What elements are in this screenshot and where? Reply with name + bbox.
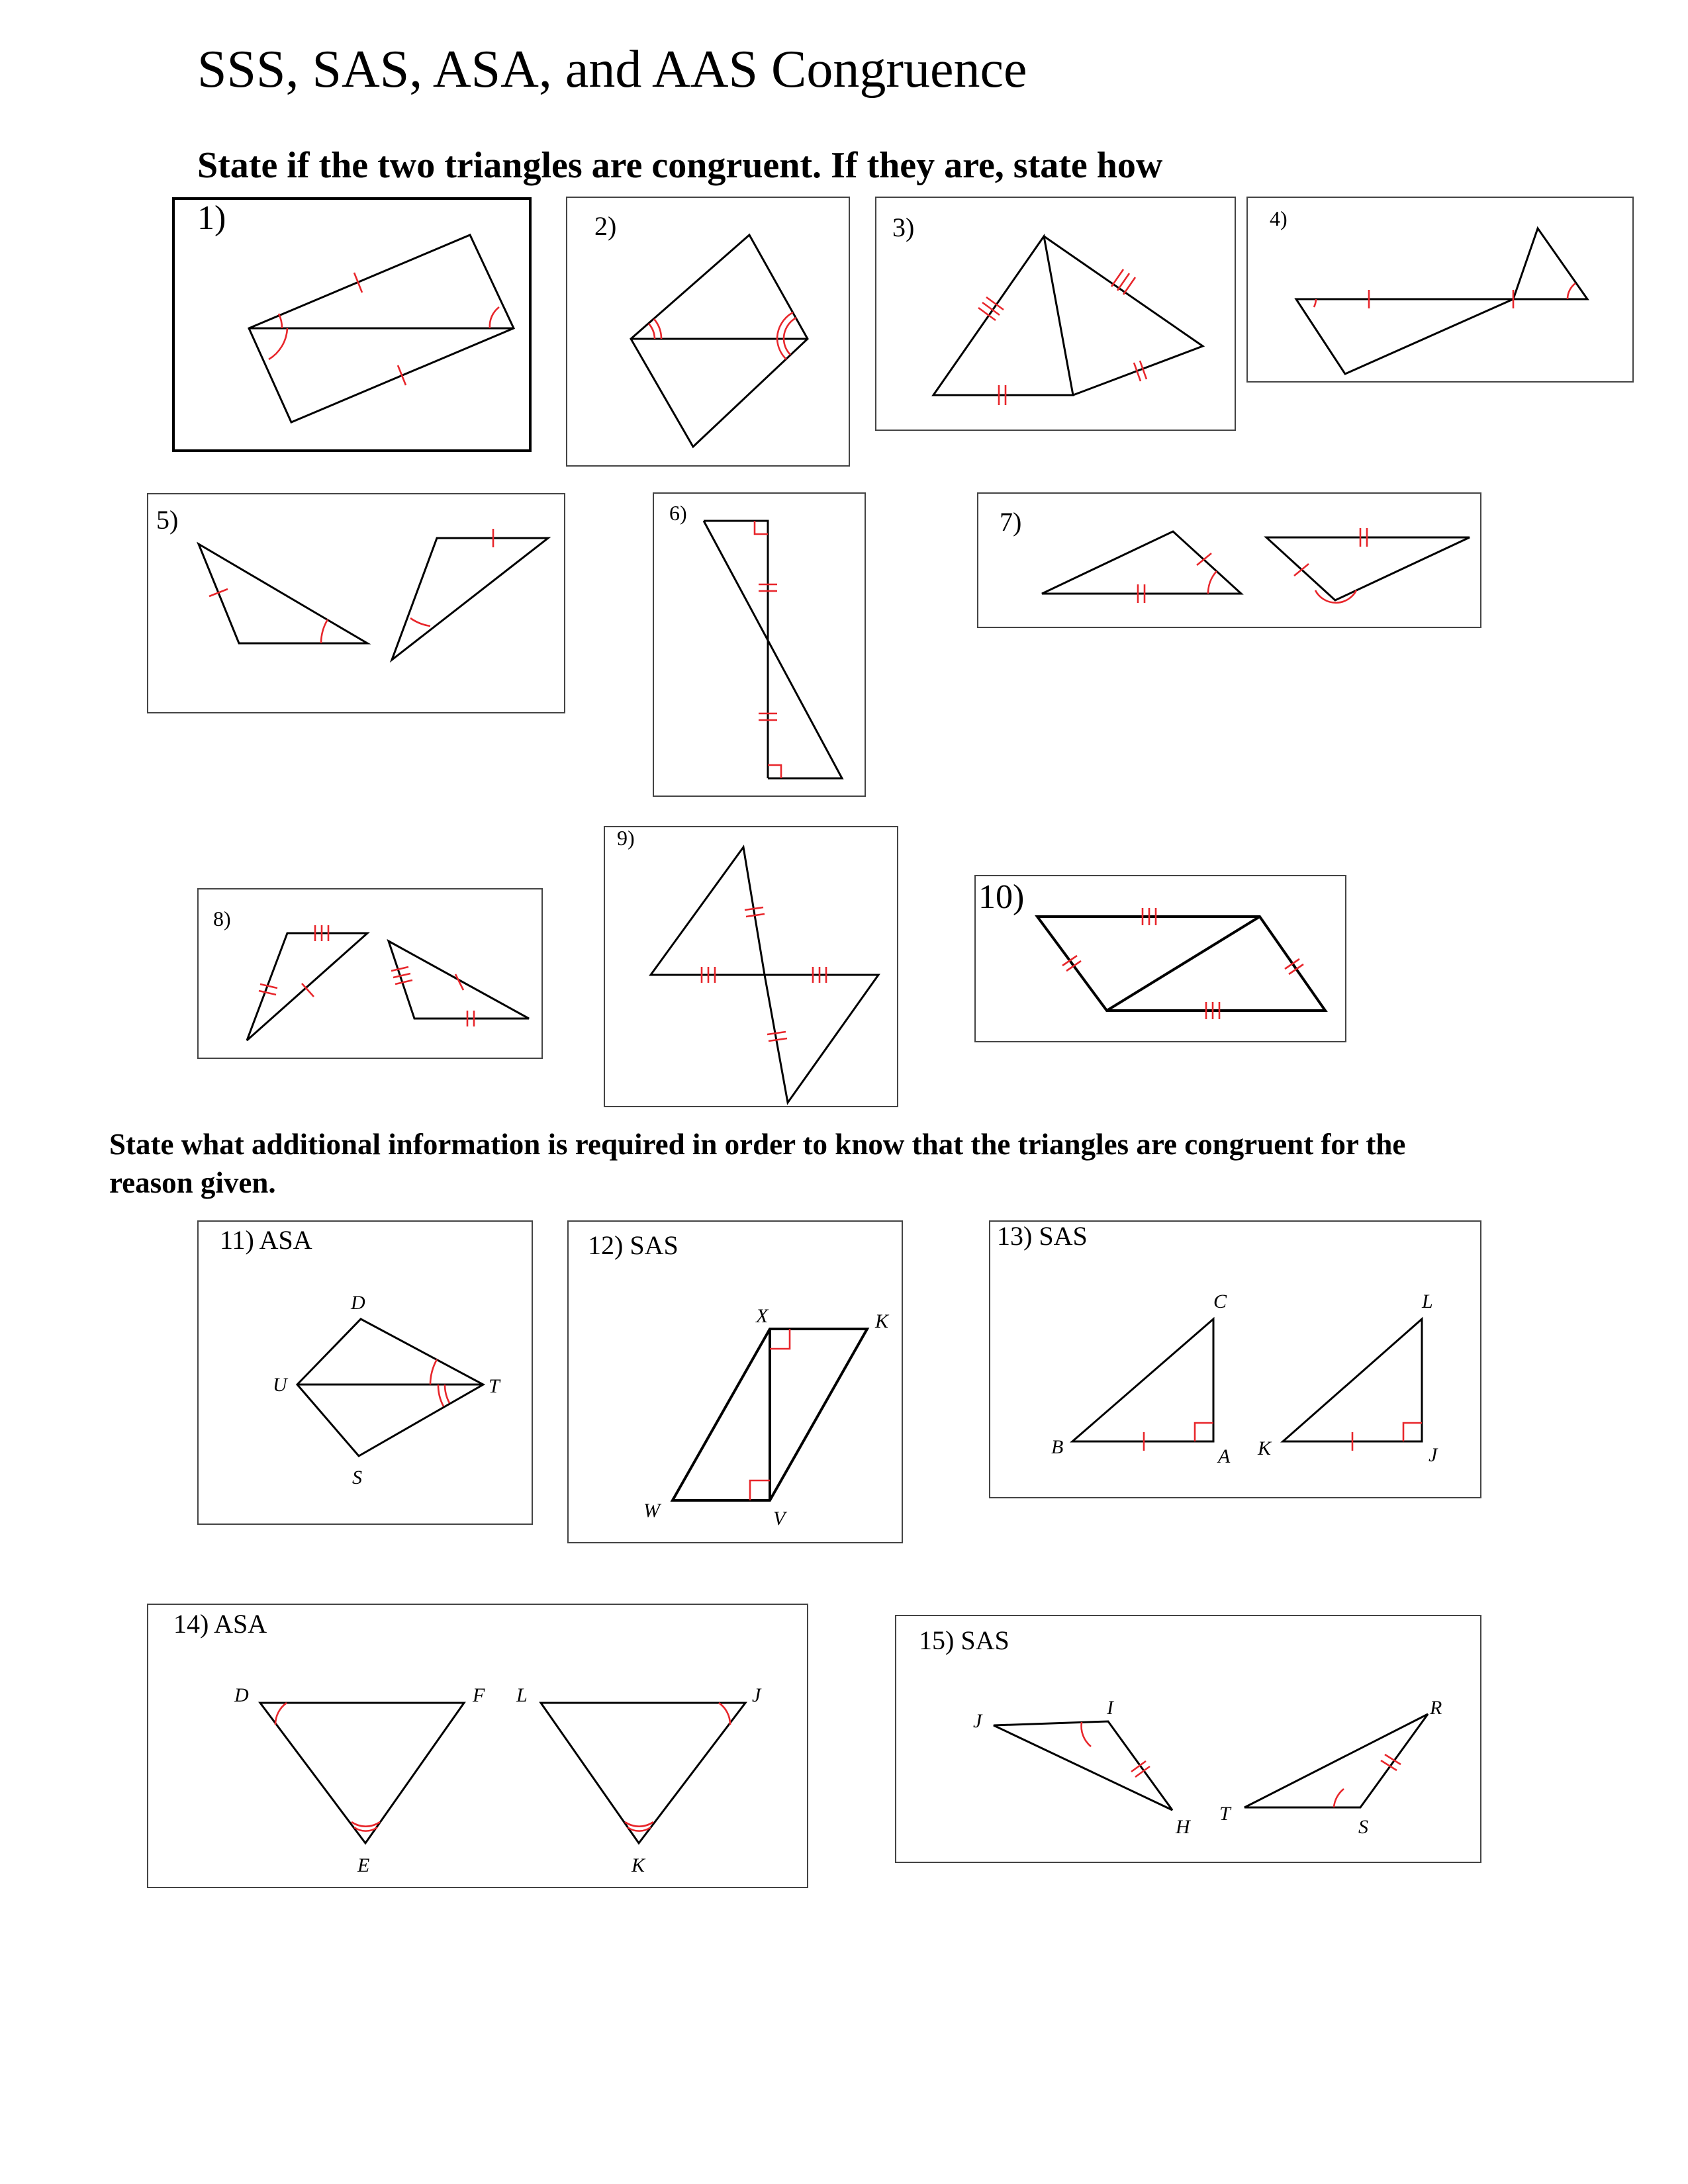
problem-8-figure-segment-0 <box>247 933 367 1040</box>
problem-3-figure-segment-0 <box>933 236 1073 395</box>
problem-6-label: 6) <box>669 501 687 525</box>
problem-1-figure-congruence-mark-5 <box>269 328 287 359</box>
problem-2-figure-congruence-mark-3 <box>649 324 655 339</box>
p14-vertex-F: F <box>473 1684 485 1706</box>
problem-11-figure <box>273 1292 501 1488</box>
problem-6-figure <box>704 521 842 778</box>
problem-3-figure <box>933 236 1203 405</box>
p12-vertex-V: V <box>773 1508 786 1529</box>
problem-7-figure <box>1042 528 1470 603</box>
problem-5-label: 5) <box>156 505 179 535</box>
problem-12-figure <box>643 1305 890 1529</box>
p14-vertex-D: D <box>234 1684 249 1706</box>
p13-vertex-K: K <box>1258 1437 1272 1459</box>
p14-vertex-J: J <box>752 1684 761 1706</box>
p14-vertex-L: L <box>516 1684 528 1706</box>
problem-5-figure-congruence-mark-3 <box>321 619 328 643</box>
problem-10-figure-congruence-mark-10 <box>1285 959 1299 969</box>
p13-vertex-A: A <box>1218 1445 1231 1467</box>
problem-4-figure-congruence-mark-5 <box>1568 283 1575 299</box>
p15-vertex-T: T <box>1219 1803 1231 1825</box>
problem-11-figure-congruence-mark-4 <box>438 1385 444 1406</box>
problem-4-figure-segment-0 <box>1296 299 1513 374</box>
problem-12-reason: SAS <box>630 1230 679 1260</box>
p13-vertex-B: B <box>1051 1436 1064 1458</box>
problem-13-number: 13) <box>997 1221 1033 1251</box>
p15-vertex-J: J <box>973 1710 982 1732</box>
problem-13-figure-congruence-mark-2 <box>1195 1423 1213 1441</box>
problem-15-reason: SAS <box>961 1625 1009 1655</box>
problem-13-figure-segment-0 <box>1072 1319 1213 1441</box>
problem-14-figure <box>234 1684 762 1876</box>
instructions-part-1: State if the two triangles are congruent. If they are, state how <box>197 145 1163 186</box>
problem-4-figure-congruence-mark-2 <box>1314 299 1316 307</box>
p12-vertex-X: X <box>756 1305 769 1327</box>
problem-9-figure-segment-0 <box>651 847 765 975</box>
problem-12-figure-congruence-mark-3 <box>750 1480 770 1500</box>
problem-6-figure-segment-1 <box>704 521 842 778</box>
problem-2-figure-congruence-mark-6 <box>777 339 786 359</box>
problem-14-figure-segment-0 <box>260 1703 464 1843</box>
p14-vertex-K: K <box>632 1854 645 1876</box>
problem-7-label: 7) <box>1000 507 1022 537</box>
problem-5-figure-segment-1 <box>392 538 548 660</box>
problem-4-figure <box>1296 228 1587 374</box>
problem-14-number: 14) <box>173 1609 209 1639</box>
problem-12-number: 12) <box>588 1230 624 1260</box>
problem-8-figure-congruence-mark-6 <box>259 991 276 995</box>
p15-vertex-S: S <box>1358 1816 1368 1838</box>
p11-vertex-S: S <box>352 1467 362 1488</box>
problem-5-figure-congruence-mark-5 <box>410 618 430 626</box>
problem-9-figure <box>651 847 878 1103</box>
problem-7-figure-segment-1 <box>1266 537 1470 600</box>
problem-9-label: 9) <box>617 826 635 850</box>
problem-11-figure-segment-0 <box>297 1319 483 1456</box>
problem-11-figure-congruence-mark-3 <box>445 1385 449 1403</box>
problem-13-figure-congruence-mark-3 <box>1403 1423 1422 1441</box>
problem-9-figure-congruence-mark-11 <box>769 1038 787 1041</box>
problem-14-figure-congruence-mark-7 <box>625 1822 653 1827</box>
problem-4-label: 4) <box>1270 206 1288 230</box>
problem-6-figure-congruence-mark-3 <box>768 765 781 778</box>
problem-14-reason: ASA <box>214 1609 267 1639</box>
problem-11-figure-congruence-mark-2 <box>430 1359 437 1385</box>
problem-2-figure-congruence-mark-7 <box>784 339 790 355</box>
p12-vertex-K: K <box>875 1310 889 1332</box>
problem-3-label: 3) <box>892 212 915 242</box>
problem-15-figure-congruence-mark-2 <box>1082 1722 1091 1747</box>
problem-14-figure-congruence-mark-5 <box>352 1822 380 1827</box>
p11-vertex-U: U <box>273 1374 287 1396</box>
problem-14-figure-congruence-mark-3 <box>719 1703 730 1725</box>
problem-12-figure-congruence-mark-2 <box>770 1329 790 1349</box>
problem-10-figure <box>1037 908 1325 1019</box>
problem-7-figure-congruence-mark-5 <box>1208 571 1217 594</box>
problem-5-figure-segment-0 <box>199 544 367 643</box>
problem-14-figure-congruence-mark-2 <box>275 1703 287 1725</box>
p15-vertex-H: H <box>1176 1816 1190 1838</box>
problem-10-figure-congruence-mark-8 <box>1062 956 1077 966</box>
problem-7-figure-segment-0 <box>1042 531 1241 594</box>
problem-15-figure <box>973 1697 1442 1838</box>
problem-8-figure-congruence-mark-10 <box>395 980 412 984</box>
problem-2-figure <box>631 235 808 447</box>
p13-vertex-J: J <box>1429 1444 1438 1466</box>
p14-vertex-E: E <box>357 1854 370 1876</box>
problem-5-figure <box>199 529 548 660</box>
problem-6-figure-congruence-mark-2 <box>755 521 768 534</box>
problem-10-label: 10) <box>978 878 1025 916</box>
problem-2-figure-congruence-mark-4 <box>777 312 793 339</box>
problem-2-label: 2) <box>594 211 617 241</box>
problem-8-figure <box>247 925 529 1040</box>
problem-6-figure-segment-0 <box>704 521 768 778</box>
p15-vertex-R: R <box>1430 1697 1442 1719</box>
problem-15-number: 15) <box>919 1625 955 1655</box>
p13-vertex-L: L <box>1422 1291 1433 1312</box>
p11-vertex-D: D <box>351 1292 365 1314</box>
p13-vertex-C: C <box>1213 1291 1227 1312</box>
problem-10-figure-congruence-mark-9 <box>1066 961 1081 971</box>
problem-14-figure-segment-1 <box>541 1703 745 1843</box>
problem-8-figure-congruence-mark-8 <box>391 967 408 971</box>
problem-2-figure-congruence-mark-5 <box>784 318 796 339</box>
problem-13-figure <box>1051 1291 1438 1467</box>
problem-11-number: 11) <box>220 1225 254 1255</box>
p12-vertex-W: W <box>643 1500 660 1522</box>
problem-15-figure-congruence-mark-5 <box>1334 1789 1344 1807</box>
problem-1-figure-congruence-mark-4 <box>279 314 282 328</box>
problem-10-figure-congruence-mark-11 <box>1289 964 1303 974</box>
problem-1-figure-congruence-mark-6 <box>490 307 499 328</box>
problem-10-figure-segment-1 <box>1107 917 1260 1011</box>
problem-2-figure-segment-0 <box>631 235 808 447</box>
problem-11-reason: ASA <box>259 1225 312 1255</box>
problem-13-reason: SAS <box>1039 1221 1088 1251</box>
problem-1-label: 1) <box>197 199 226 237</box>
instructions-part-2-line-2: reason given. <box>109 1166 276 1199</box>
problem-13-figure-segment-1 <box>1283 1319 1422 1441</box>
p15-vertex-I: I <box>1107 1697 1113 1719</box>
problem-1-figure <box>249 235 514 422</box>
instructions-part-2-line-1: State what additional information is required in order to know that the triangles are congruent for the <box>109 1128 1406 1161</box>
problem-8-figure-congruence-mark-9 <box>393 974 410 978</box>
problem-8-label: 8) <box>213 907 231 931</box>
p11-vertex-T: T <box>489 1375 500 1397</box>
page-title: SSS, SAS, ASA, and AAS Congruence <box>197 40 1027 99</box>
problem-4-figure-segment-1 <box>1360 228 1587 299</box>
problem-9-figure-congruence-mark-10 <box>767 1032 786 1034</box>
problem-15-figure-segment-1 <box>1244 1714 1428 1807</box>
